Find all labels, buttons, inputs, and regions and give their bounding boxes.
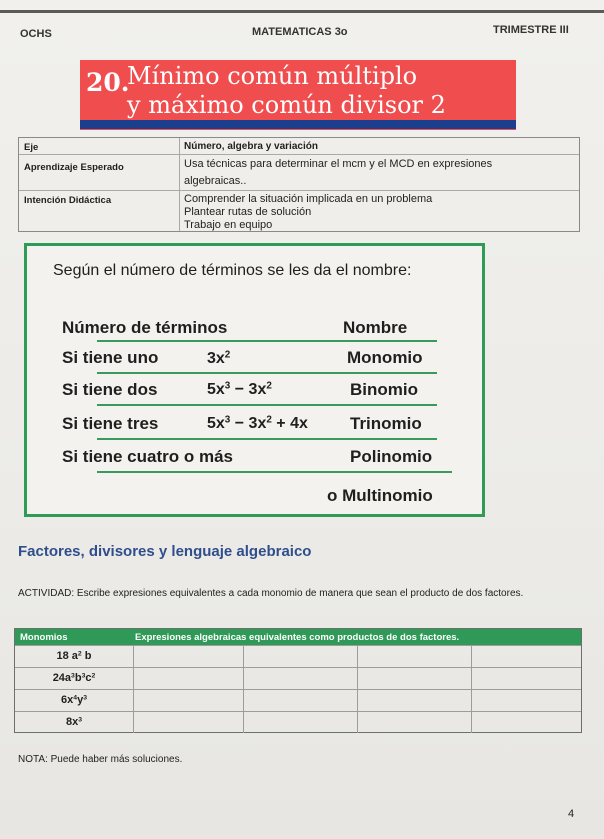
school-name: OCHS <box>20 28 52 40</box>
term-example: $3x^2$ <box>207 349 231 367</box>
lesson-title-line2: y máximo común divisor 2 <box>127 91 446 119</box>
page-header <box>0 22 604 42</box>
terms-box <box>24 243 485 517</box>
info-row-intencion: Intención Didáctica Comprender la situación implicada en un problema Plantear rutas de solución Trabajo en equipo <box>24 193 433 231</box>
banner-stripe <box>80 120 516 129</box>
term-row-label: Si tiene dos <box>62 380 158 399</box>
table-row <box>15 645 581 667</box>
note-text: NOTA: Puede haber más soluciones. <box>18 754 183 765</box>
table-row <box>15 689 581 711</box>
page-number: 4 <box>568 808 575 820</box>
col-header-terms: Número de términos <box>62 318 228 337</box>
table-row <box>15 711 581 733</box>
terms-intro: Según el número de términos se les da el nombre: <box>53 262 412 279</box>
section-title: Factores, divisores y lenguaje algebraico <box>18 543 312 560</box>
info-row-eje: Eje Número, algebra y variación <box>19 138 579 155</box>
term-row-name: Trinomio <box>350 414 422 433</box>
monomial-cell: $24a^3b^3c^2$ <box>52 672 96 684</box>
term-extra-name: o Multinomio <box>327 486 433 505</box>
lesson-info-table <box>18 137 580 232</box>
activity-table <box>14 628 582 733</box>
col-header-name: Nombre <box>343 318 408 337</box>
term-label: TRIMESTRE III <box>493 24 569 36</box>
monomial-cell: 18 $a^2$ b <box>56 650 92 662</box>
monomial-cell: $8x^3$ <box>65 716 83 728</box>
activity-instructions: ACTIVIDAD: Escribe expresiones equivalentes a cada monomio de manera que sean el producto de dos factores. <box>18 588 524 599</box>
term-row-label: Si tiene tres <box>62 414 159 433</box>
monomial-cell: $6x^4y^3$ <box>61 694 87 706</box>
lesson-number: 20. <box>86 68 130 97</box>
term-example: $5x^3 - 3x^2$ <box>207 380 272 398</box>
lesson-title-line1: Mínimo común múltiplo <box>127 62 418 90</box>
term-row-name: Monomio <box>347 348 423 367</box>
term-example: $5x^3 - 3x^2 + 4x$ <box>207 414 308 432</box>
term-row-name: Polinomio <box>350 447 433 466</box>
table-row <box>15 667 581 689</box>
top-rule <box>0 10 604 13</box>
term-row-label: Si tiene cuatro o más <box>62 447 233 466</box>
subject-title: MATEMATICAS 3o <box>252 26 348 38</box>
term-row-name: Binomio <box>350 380 418 399</box>
term-row-label: Si tiene uno <box>62 348 159 367</box>
info-row-aprendizaje: Aprendizaje Esperado Usa técnicas para determinar el mcm y el MCD en expresiones algebraicas.. <box>19 155 579 191</box>
activity-table-header: Monomios Expresiones algebraicas equivalentes como productos de dos factores. <box>15 629 581 645</box>
